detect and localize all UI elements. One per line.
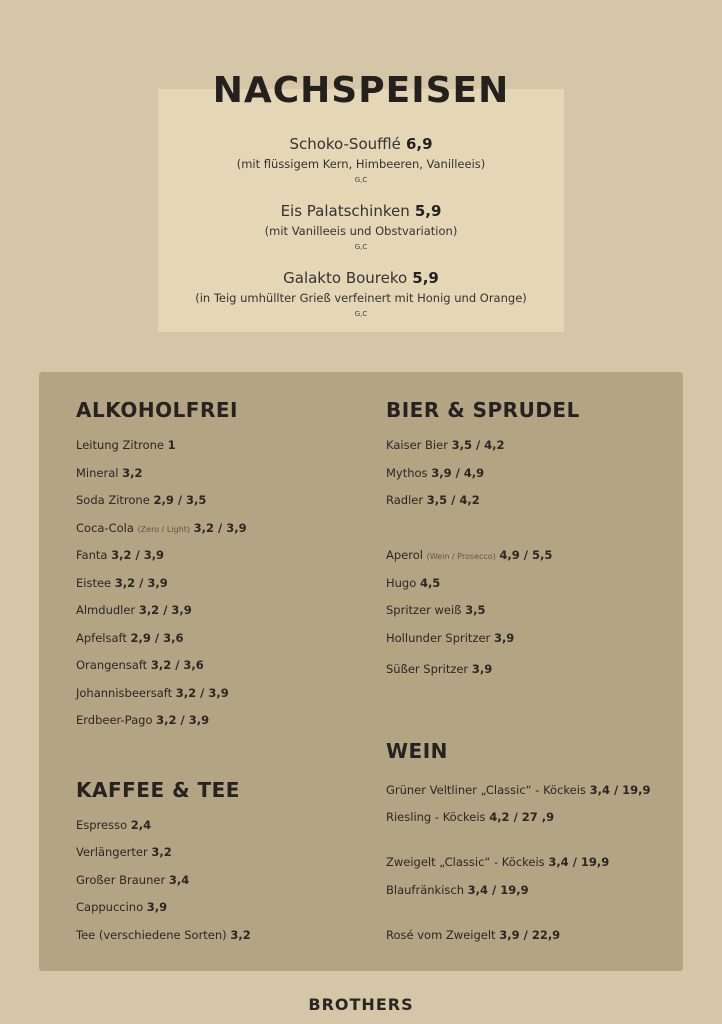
item-name: Blaufränkisch: [386, 883, 464, 897]
menu-item: [386, 810, 554, 824]
menu-item: [76, 845, 172, 859]
menu-item: [76, 603, 192, 617]
item-name: Großer Brauner: [76, 873, 166, 887]
item-name: Zweigelt „Classic“ - Köckeis: [386, 855, 545, 869]
dessert-allergen: G,C: [354, 310, 368, 318]
item-name: Tee (verschiedene Sorten): [76, 928, 227, 942]
item-name: Cappuccino: [76, 900, 144, 914]
dessert-title: NACHSPEISEN: [212, 70, 510, 111]
dessert-allergen: G,C: [354, 176, 368, 184]
item-price: 3,9: [146, 900, 168, 914]
item-name: Espresso: [76, 818, 128, 832]
item-price: 3,2 / 3,9: [138, 603, 192, 617]
menu-item: [386, 883, 529, 897]
item-price: 3,2 / 3,9: [114, 576, 168, 590]
dessert-name: Eis Palatschinken: [280, 202, 410, 220]
menu-item: [386, 466, 484, 480]
menu-item: [386, 576, 440, 590]
dessert-price: 5,9: [414, 202, 442, 220]
item-name: Hollunder Spritzer: [386, 631, 491, 645]
item-price: 3,4 / 19,9: [589, 783, 651, 797]
item-name: Almdudler: [76, 603, 136, 617]
item-name: Mineral: [76, 466, 119, 480]
menu-item: [76, 576, 168, 590]
item-price: 2,9 / 3,5: [153, 493, 207, 507]
dessert-description: (mit Vanilleeis und Obstvariation): [264, 224, 458, 238]
item-price: 3,2: [151, 845, 172, 859]
item-name: Erdbeer-Pago: [76, 713, 153, 727]
menu-item: [76, 686, 229, 700]
menu-item: [386, 631, 514, 645]
item-price: 3,2 / 3,9: [111, 548, 165, 562]
menu-item: [76, 548, 164, 562]
item-note: (Wein / Prosecco): [426, 552, 496, 561]
item-name: Mythos: [386, 466, 428, 480]
menu-item: [76, 631, 184, 645]
item-price: 3,9 / 22,9: [499, 928, 561, 942]
item-price: 3,5 / 4,2: [451, 438, 505, 452]
item-price: 4,9 / 5,5: [499, 548, 553, 562]
menu-item: [76, 873, 189, 887]
item-price: 3,5: [465, 603, 486, 617]
item-name: Radler: [386, 493, 424, 507]
menu-item: [386, 548, 552, 562]
item-price: 3,2 / 3,9: [175, 686, 229, 700]
item-price: 1: [167, 438, 176, 452]
item-name: Apfelsaft: [76, 631, 127, 645]
dessert-description: (in Teig umhüllter Grieß verfeinert mit Honig und Orange): [195, 291, 527, 305]
menu-item: [76, 493, 206, 507]
item-price: 3,5 / 4,2: [426, 493, 480, 507]
item-name: Verlängerter: [76, 845, 148, 859]
menu-item: [76, 928, 251, 942]
menu-item: [76, 438, 176, 452]
dessert-item: [0, 268, 722, 318]
dessert-item: [0, 134, 722, 184]
item-name: Eistee: [76, 576, 112, 590]
item-price: 2,4: [130, 818, 152, 832]
item-name: Grüner Veltliner „Classic“ - Köckeis: [386, 783, 586, 797]
item-price: 3,4: [168, 873, 190, 887]
section-title-wein: WEIN: [386, 739, 448, 763]
item-name: Fanta: [76, 548, 108, 562]
dessert-price: 5,9: [412, 269, 439, 287]
dessert-name: Galakto Boureko: [283, 269, 408, 287]
section-title-alkoholfrei: ALKOHOLFREI: [76, 398, 238, 422]
item-price: 3,2: [230, 928, 251, 942]
item-price: 3,4 / 19,9: [467, 883, 529, 897]
item-price: 3,9 / 4,9: [431, 466, 485, 480]
item-name: Aperol: [386, 548, 423, 562]
menu-item: [76, 818, 151, 832]
item-name: Orangensaft: [76, 658, 148, 672]
menu-item: [386, 493, 480, 507]
dessert-price: 6,9: [405, 135, 433, 153]
item-name: Johannisbeersaft: [76, 686, 173, 700]
item-price: 3,2 / 3,6: [150, 658, 204, 672]
dessert-allergen: G,C: [354, 243, 368, 251]
menu-item: [76, 658, 204, 672]
menu-item: [386, 438, 505, 452]
item-price: 2,9 / 3,6: [130, 631, 184, 645]
menu-item: [76, 713, 209, 727]
item-name: Süßer Spritzer: [386, 662, 469, 676]
item-price: 3,2 / 3,9: [156, 713, 210, 727]
brand-footer: BROTHERS: [308, 995, 414, 1014]
item-name: Riesling - Köckeis: [386, 810, 486, 824]
item-name: Spritzer weiß: [386, 603, 462, 617]
item-name: Hugo: [386, 576, 417, 590]
section-title-kaffee: KAFFEE & TEE: [76, 778, 240, 802]
section-title-bier: BIER & SPRUDEL: [386, 398, 580, 422]
item-name: Leitung Zitrone: [76, 438, 164, 452]
item-note: (Zero / Light): [137, 525, 190, 534]
menu-item: [386, 603, 485, 617]
item-price: 4,5: [419, 576, 441, 590]
menu-item: [76, 521, 247, 535]
item-name: Rosé vom Zweigelt: [386, 928, 496, 942]
dessert-item: [0, 201, 722, 251]
menu-item: [76, 900, 167, 914]
item-price: 3,9: [471, 662, 493, 676]
item-price: 3,9: [493, 631, 515, 645]
menu-item: [386, 855, 609, 869]
item-name: Soda Zitrone: [76, 493, 150, 507]
item-price: 3,2 / 3,9: [193, 521, 247, 535]
menu-item: [386, 662, 492, 676]
item-price: 3,2: [122, 466, 143, 480]
menu-item: [386, 783, 651, 797]
item-name: Coca-Cola: [76, 521, 134, 535]
item-name: Kaiser Bier: [386, 438, 448, 452]
dessert-name: Schoko-Soufflé: [289, 135, 401, 153]
menu-item: [386, 928, 560, 942]
item-price: 3,4 / 19,9: [548, 855, 610, 869]
menu-item: [76, 466, 142, 480]
dessert-description: (mit flüssigem Kern, Himbeeren, Vanilleeis): [236, 157, 486, 171]
item-price: 4,2 / 27 ,9: [489, 810, 555, 824]
